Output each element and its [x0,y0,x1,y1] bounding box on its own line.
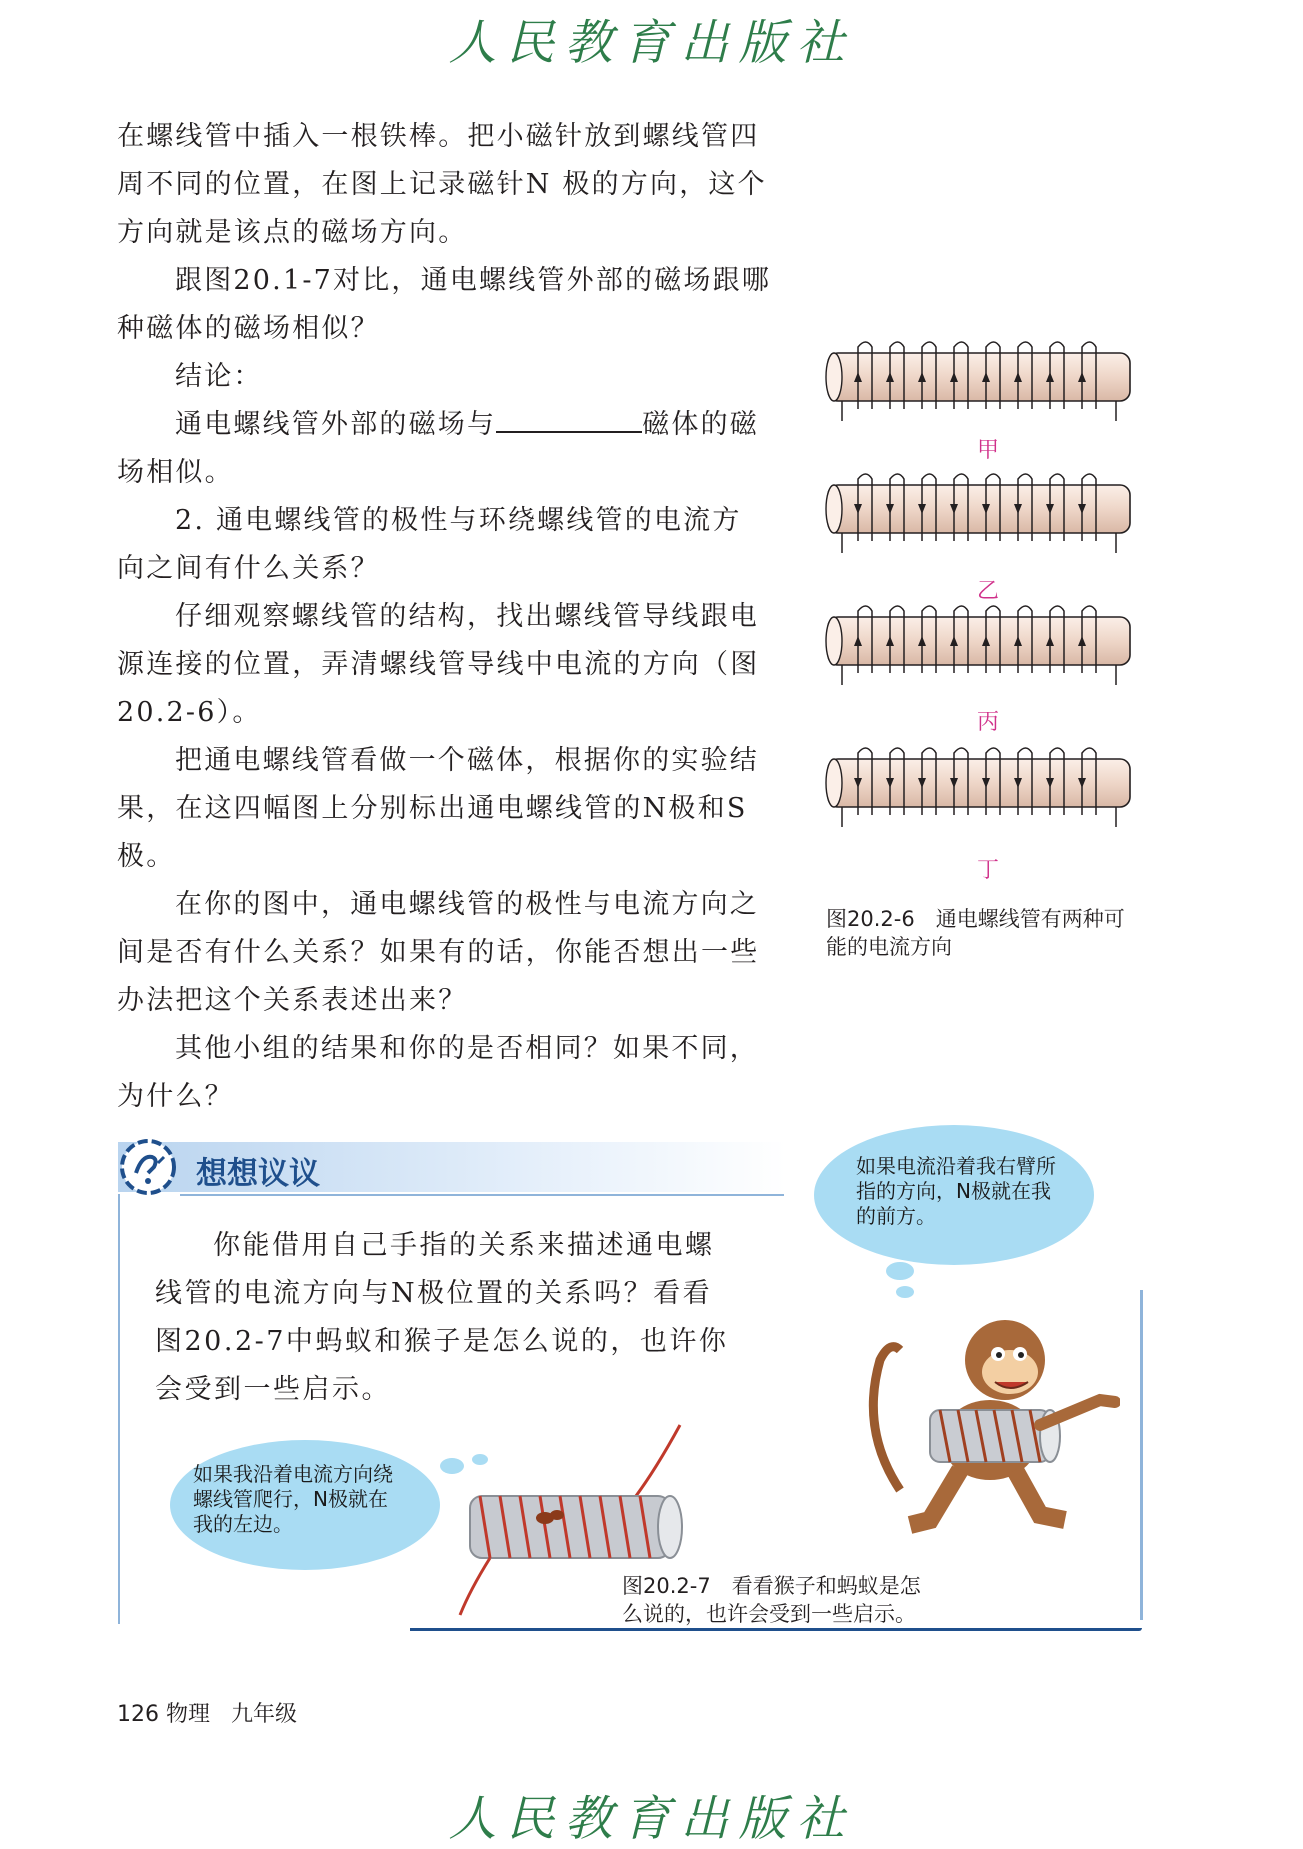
bubble-line: 螺线管爬行，N极就在 [193,1487,388,1511]
bubble-dot [886,1262,914,1280]
text-line: 在你的图中，通电螺线管的极性与电流方向之 [175,889,759,920]
frame-top [180,1194,784,1196]
text-line: 源连接的位置，弄清螺线管导线中电流的方向（图 [117,649,760,680]
solenoid-coil [826,342,1130,421]
body-text [117,113,797,1121]
bubble-line: 如果我沿着电流方向绕 [193,1462,393,1486]
text-line: 线管的电流方向与N极位置的关系吗？看看 [155,1278,713,1309]
text-line: 你能借用自己手指的关系来描述通电螺 [213,1230,715,1261]
text-line: 为什么？ [117,1081,234,1112]
caption-line: 么说的，也许会受到一些启示。 [622,1602,916,1626]
subject-name: 物理 [166,1702,211,1727]
frame-right [1140,1290,1143,1620]
text-line: 向之间有什么关系？ [117,553,380,584]
text-line-with-blank: 通电螺线管外部的磁场与 磁体的磁 [117,401,797,449]
solenoid-tube [828,353,1130,401]
text-line: 办法把这个关系表述出来？ [117,985,468,1016]
coil-label-yi: 乙 [976,579,999,604]
solenoid-coil [826,474,1130,553]
frame-bottom [410,1628,1142,1631]
monkey-bubble-text [856,1154,1076,1229]
text-line: 场相似。 [117,457,234,488]
page-number: 126 [117,1702,159,1727]
monkey-illustration [840,1290,1120,1540]
text-line: 间是否有什么关系？如果有的话，你能否想出一些 [117,937,760,968]
discussion-icon [118,1135,182,1199]
text-line: 图20.2-7中蚂蚁和猴子是怎么说的，也许你 [155,1326,729,1357]
think-title: 想想议议 [196,1156,320,1192]
solenoid-coil [826,748,1130,827]
text-line: 跟图20.1-7对比，通电螺线管外部的磁场跟哪 [175,265,772,296]
caption-line: 图20.2-7 看看猴子和蚂蚁是怎 [622,1574,921,1598]
solenoid-tube [828,617,1130,665]
solenoid-end [826,759,842,807]
text-line: 其他小组的结果和你的是否相同？如果不同， [175,1033,759,1064]
figure-caption-20-2-7 [622,1572,952,1628]
text-line: 会受到一些启示。 [155,1374,391,1405]
text-line: 在螺线管中插入一根铁棒。把小磁针放到螺线管四 [117,121,760,152]
bubble-line: 的前方。 [856,1204,936,1228]
text-line: 结论： [175,361,263,392]
coil-label-jia: 甲 [976,438,999,463]
text-line: 20.2-6）。 [117,697,262,728]
caption-line: 能的电流方向 [826,935,952,959]
text-line: 方向就是该点的磁场方向。 [117,217,468,248]
bubble-line: 指的方向，N极就在我 [856,1179,1051,1203]
coil-label-ding: 丁 [976,858,999,883]
solenoid-end [826,353,842,401]
solenoid-end [826,485,842,533]
text-line: 果，在这四幅图上分别标出通电螺线管的N极和S极。 [117,793,748,872]
solenoid-tube [828,485,1130,533]
text-line: 周不同的位置，在图上记录磁针N 极的方向，这个 [117,169,767,200]
solenoid-coil [826,606,1130,685]
answer-blank[interactable] [496,405,642,433]
bubble-line: 如果电流沿着我右臂所 [856,1154,1056,1178]
publisher-logo: 人民教育出版社 [448,15,855,71]
text-line: 种磁体的磁场相似？ [117,313,380,344]
text-line: 仔细观察螺线管的结构，找出螺线管导线跟电 [175,601,759,632]
coil-label-bing: 丙 [976,710,999,735]
frame-left [118,1194,120,1624]
bubble-line: 我的左边。 [193,1512,293,1536]
figure-caption-20-2-6 [826,905,1156,961]
think-text [155,1222,775,1414]
text-line: 2. 通电螺线管的极性与环绕螺线管的电流方 [175,505,742,536]
solenoid-end [826,617,842,665]
ant-bubble-text [193,1462,433,1537]
solenoid-tube [828,759,1130,807]
caption-line: 图20.2-6 通电螺线管有两种可 [826,907,1125,931]
publisher-logo-bottom: 人民教育出版社 [448,1791,855,1847]
text-line: 把通电螺线管看做一个磁体，根据你的实验结 [175,745,759,776]
page-footer [117,1697,297,1728]
grade-label: 九年级 [231,1702,298,1727]
